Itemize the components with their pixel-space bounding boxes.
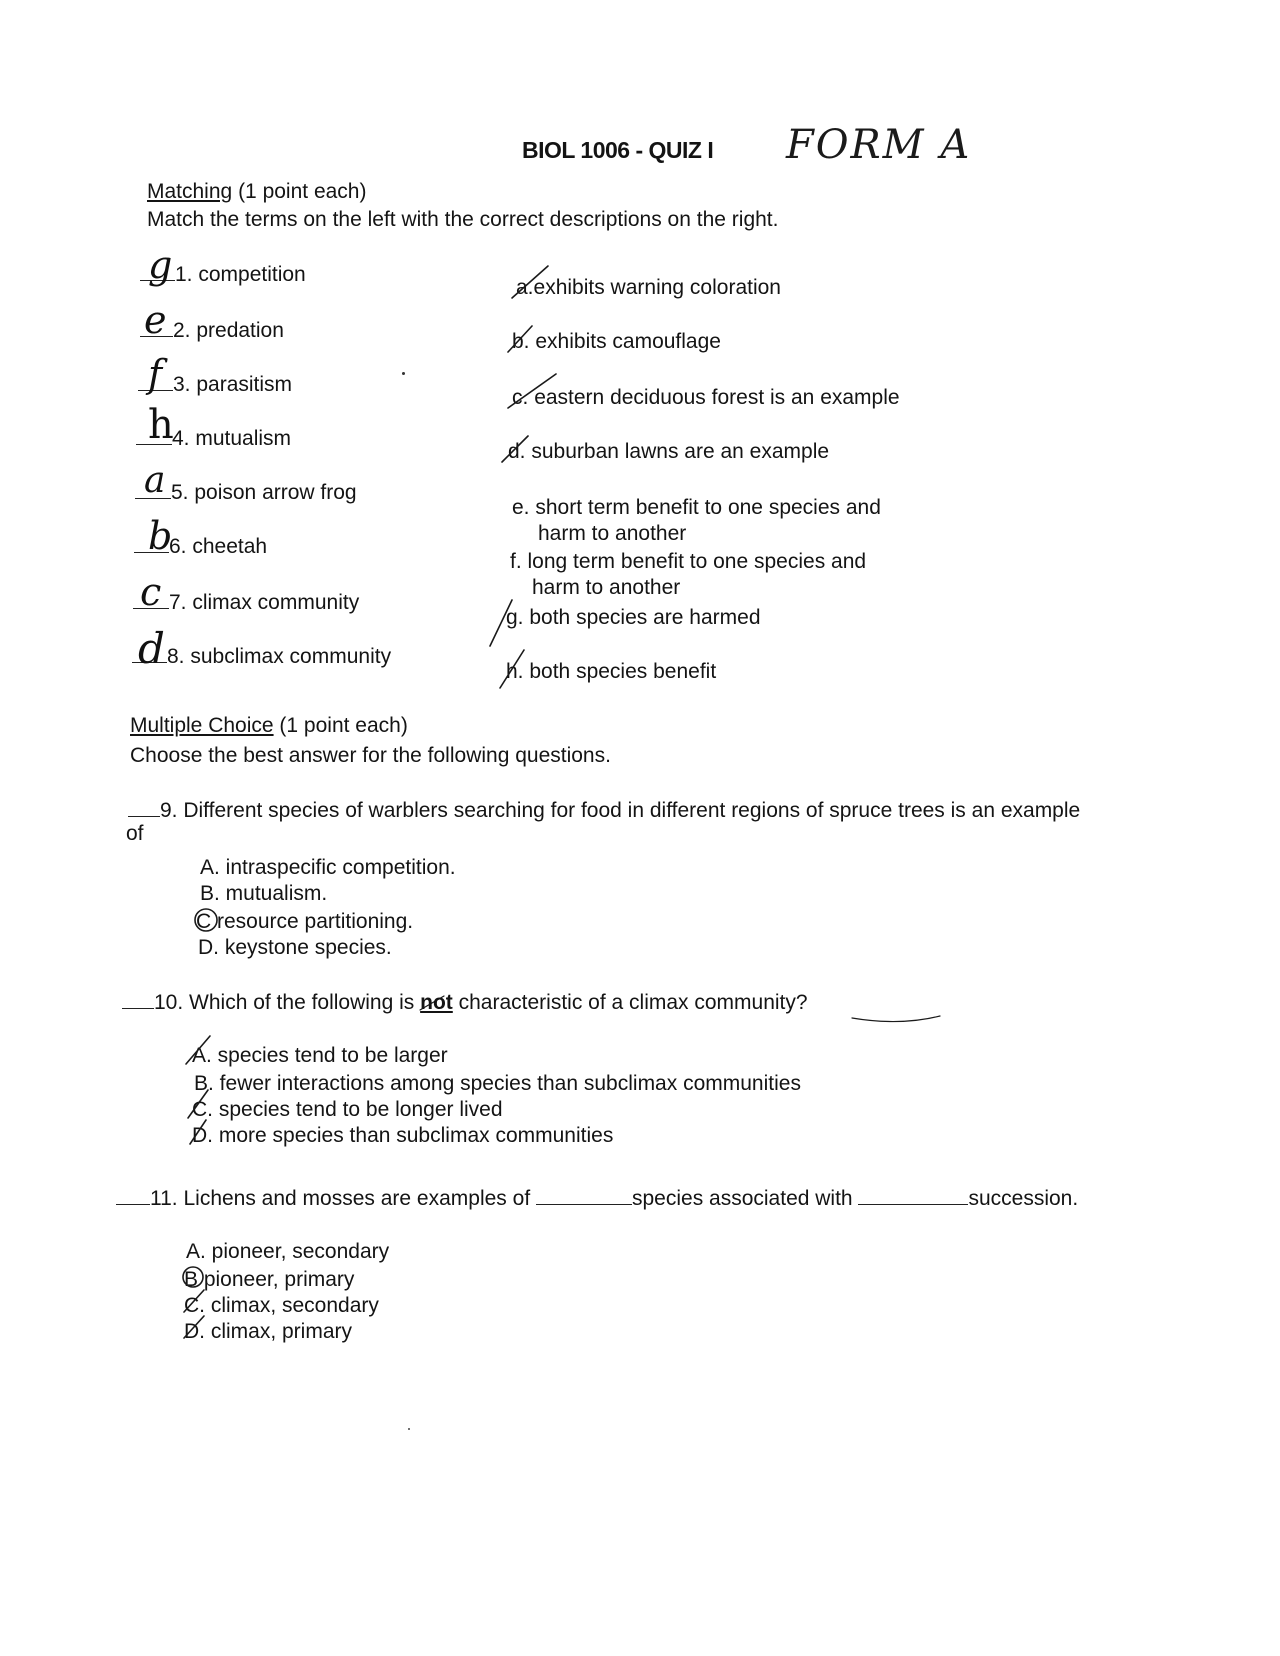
description-text: both species are harmed <box>529 606 761 629</box>
term-label: 5. poison arrow frog <box>171 481 357 504</box>
page-title: BIOL 1006 - QUIZ I <box>522 137 714 163</box>
description-text: short term benefit to one species and <box>535 496 881 519</box>
option-c: C. species tend to be longer lived <box>192 1098 503 1121</box>
handwritten-answer: a <box>144 460 166 501</box>
description-text: suburban lawns are an example <box>531 440 830 463</box>
option-b: B pioneer, primary <box>184 1268 355 1291</box>
question-text: succession. <box>968 1187 1079 1210</box>
question-text: species associated with <box>632 1187 853 1210</box>
description-continuation: harm to another <box>532 576 681 599</box>
description-text: long term benefit to one species and <box>527 550 867 573</box>
term-label: 7. climax community <box>169 591 360 614</box>
description-text: exhibits warning coloration <box>533 276 781 299</box>
description-text: eastern deciduous forest is an example <box>534 386 900 409</box>
mc-instructions: Choose the best answer for the following questions. <box>130 744 611 767</box>
question-underlined: climax community <box>629 991 796 1014</box>
option-b: B. fewer interactions among species than subclimax communities <box>194 1072 801 1095</box>
strike-mark <box>184 1290 204 1312</box>
description-letter: b. <box>512 330 530 353</box>
description-letter: e. <box>512 496 530 519</box>
strike-mark <box>184 1316 204 1338</box>
scan-speck <box>408 1428 410 1430</box>
term-label: 1. competition <box>175 263 306 286</box>
handwritten-answer: d <box>138 624 165 673</box>
description-letter: f. <box>510 550 522 573</box>
term-label: 6. cheetah <box>169 535 268 558</box>
handwritten-answer: g <box>148 243 173 287</box>
description-text: both species benefit <box>529 660 717 683</box>
option-a: A. species tend to be larger <box>192 1044 448 1067</box>
matching-points: (1 point each) <box>238 180 367 203</box>
description-letter: c. <box>512 386 529 409</box>
question-text: 10. Which of the following is <box>154 991 421 1014</box>
scan-speck <box>402 372 405 375</box>
handwritten-answer: h <box>148 402 174 448</box>
option-a: A. pioneer, secondary <box>186 1240 390 1263</box>
option-c: C. climax, secondary <box>184 1294 379 1317</box>
question-emphasis: not <box>420 991 453 1014</box>
matching-heading: Matching <box>147 180 233 203</box>
description-continuation: harm to another <box>538 522 687 545</box>
question-text: ? <box>795 991 808 1014</box>
option-b: B. mutualism. <box>200 882 328 905</box>
mc-heading: Multiple Choice <box>130 714 274 737</box>
handwritten-form-label: FORM A <box>786 122 972 168</box>
question-text: characteristic of a <box>452 991 630 1014</box>
option-d: D. more species than subclimax communities <box>192 1124 614 1147</box>
term-label: 2. predation <box>173 319 284 342</box>
handwritten-answer: f <box>148 352 163 396</box>
question-9-wrap: of <box>126 822 144 845</box>
handwritten-answer: e <box>144 298 167 342</box>
term-label: 4. mutualism <box>172 427 292 450</box>
option-d: D. keystone species. <box>198 936 392 959</box>
mc-points: (1 point each) <box>279 714 408 737</box>
option-c: C resource partitioning. <box>196 910 414 933</box>
description-letter: d. <box>508 440 526 463</box>
description-letter: g. <box>506 606 524 629</box>
question-text: 11. Lichens and mosses are examples of <box>150 1187 531 1210</box>
handwritten-answer: b <box>148 514 173 558</box>
description-letter: h. <box>506 660 524 683</box>
option-a: A. intraspecific competition. <box>200 856 456 879</box>
description-text: exhibits camouflage <box>535 330 721 353</box>
term-label: 3. parasitism <box>173 373 293 396</box>
matching-instructions: Match the terms on the left with the correct descriptions on the right. <box>147 208 779 231</box>
description-letter: a. <box>516 276 534 299</box>
handwritten-answer: c <box>140 570 162 614</box>
question-text: 9. Different species of warblers searching for food in different regions of spruce trees is an example <box>160 799 1081 822</box>
term-label: 8. subclimax community <box>167 645 392 668</box>
option-d: D. climax, primary <box>184 1320 353 1343</box>
